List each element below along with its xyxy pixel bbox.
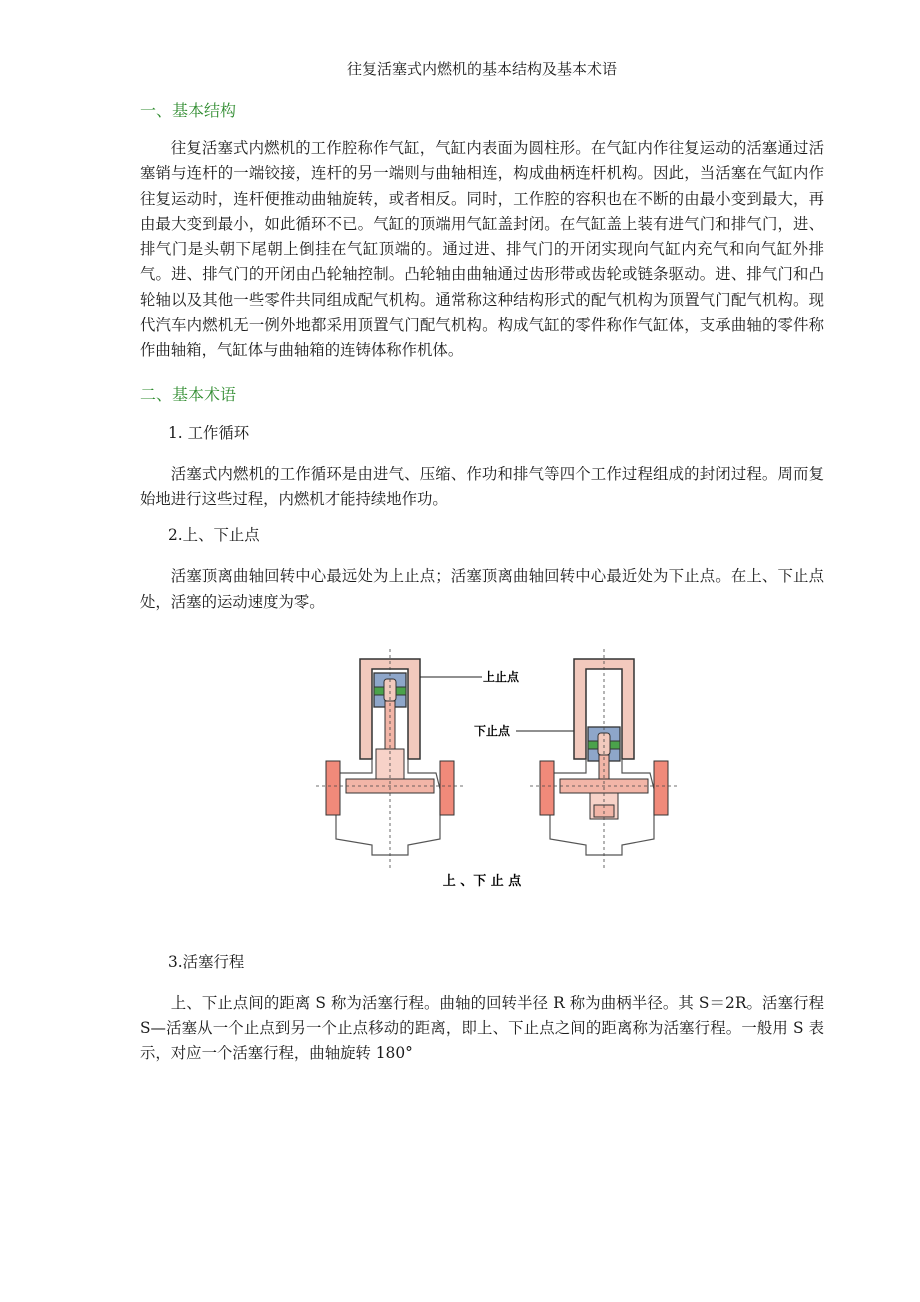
dead-center-diagram [140, 649, 824, 889]
paragraph-structure: 往复活塞式内燃机的工作腔称作气缸，气缸内表面为圆柱形。在气缸内作往复运动的活塞通过活塞销与连杆的一端铰接，连杆的另一端则与曲轴相连，构成曲柄连杆机构。因此，当活塞在气缸内作往复运动时，连杆便推动曲轴旋转，或者相反。同时，工作腔的容积也在不断的由最小变到最大，再由最大变到最小，如此循环不已。气缸的顶端用气缸盖封闭。在气缸盖上装有进气门和排气门，进、排气门是头朝下尾朝上倒挂在气缸顶端的。通过进、排气门的开闭实现向气缸内充气和向气缸外排气。进、排气门的开闭由凸轮轴控制。凸轮轴由曲轴通过齿形带或齿轮或链条驱动。进、排气门和凸轮轴以及其他一些零件共同组成配气机构。通常称这种结构形式的配气机构为顶置气门配气机构。现代汽车内燃机无一例外地都采用顶置气门配气机构。构成气缸的零件称作气缸体，支承曲轴的零件称作曲轴箱，气缸体与曲轴箱的连铸体称作机体。 [140, 139, 824, 360]
paragraph-piston-stroke: 上、下止点间的距离 S 称为活塞行程。曲轴的回转半径 R 称为曲柄半径。其 S＝2R。活塞行程 S—活塞从一个止点到另一个止点移动的距离，即上、下止点之间的距离称为活塞行程。一般用 S 表示，对应一个活塞行程，曲轴旋转 180° [140, 993, 824, 1063]
paragraph-dead-centers: 活塞顶离曲轴回转中心最远处为上止点；活塞顶离曲轴回转中心最近处为下止点。在上、下止点处，活塞的运动速度为零。 [140, 567, 824, 611]
subheading-piston-stroke: 3.活塞行程 [168, 952, 245, 971]
figure-caption: 上 、下 止 点 [442, 873, 522, 889]
section-heading-terms: 二、基本术语 [140, 384, 237, 404]
document-page [140, 58, 824, 1067]
engine-right-bdc [530, 649, 678, 869]
subheading-dead-centers: 2.上、下止点 [168, 526, 260, 545]
document-title: 往复活塞式内燃机的基本结构及基本术语 [346, 60, 617, 78]
section-heading-structure: 一、基本结构 [140, 101, 237, 120]
engine-left-tdc [316, 649, 464, 869]
label-top-dead-center: 上止点 [483, 669, 520, 684]
subheading-work-cycle: 1. 工作循环 [168, 423, 250, 442]
paragraph-work-cycle: 活塞式内燃机的工作循环是由进气、压缩、作功和排气等四个工作过程组成的封闭过程。周而复始地进行这些过程，内燃机才能持续地作功。 [140, 464, 824, 508]
dead-center-figure [140, 649, 824, 889]
label-bottom-dead-center: 下止点 [474, 723, 511, 738]
